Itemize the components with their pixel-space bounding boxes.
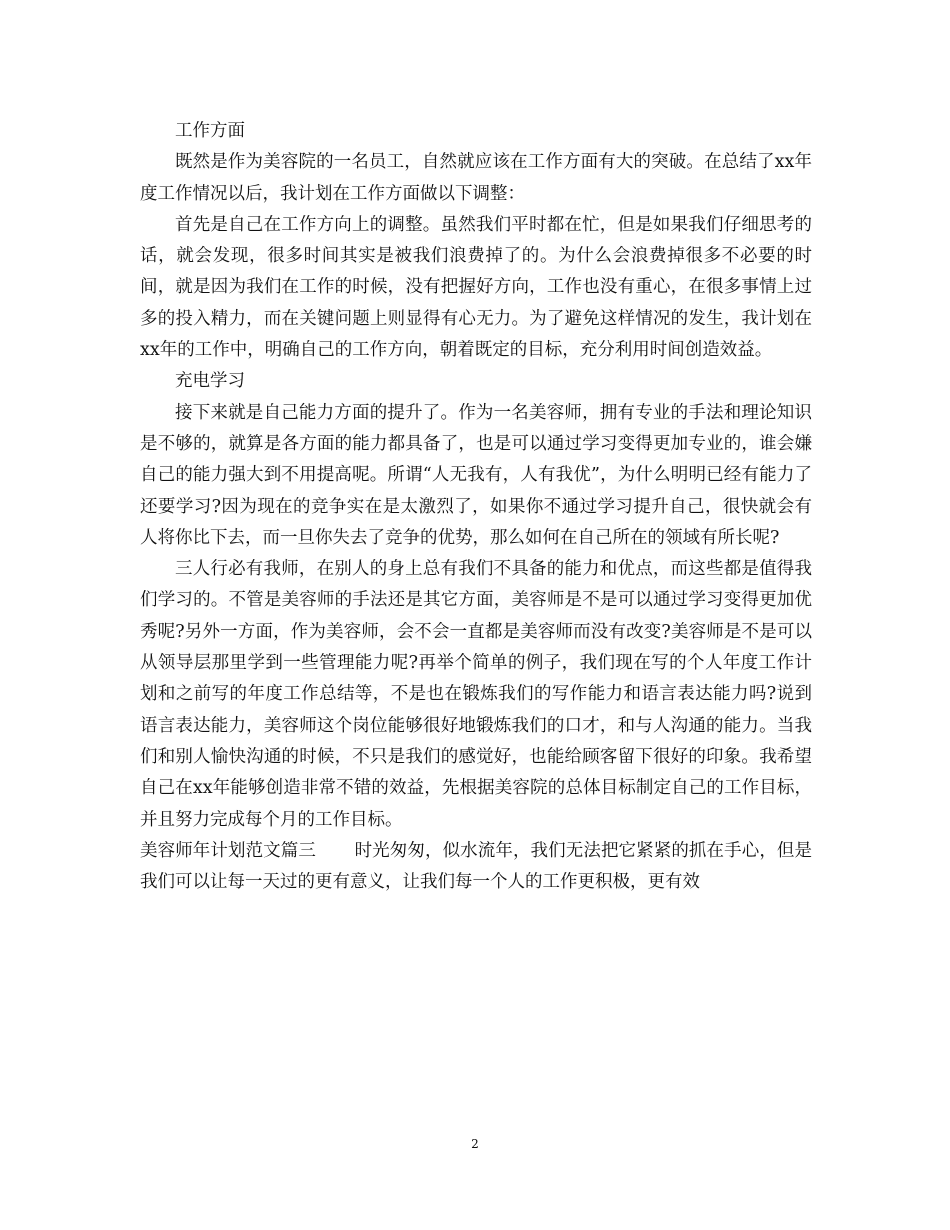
section-heading-work: 工作方面	[175, 121, 245, 141]
paragraph-work-direction: 首先是自己在工作方向上的调整。虽然我们平时都在忙，但是如果我们仔细思考的话，就会发现，很多时间其实是被我们浪费掉了的。为什么会浪费掉很多不必要的时间，就是因为我们在工作的时候，没有把握好方向，工作也没有重心，在很多事情上过多的投入精力，而在关键问题上则显得有心无力。为了避免这样情况的发生，我计划在xx年的工作中，明确自己的工作方向，朝着既定的目标，充分利用时间创造效益。	[140, 214, 812, 361]
page-number: 2	[471, 1137, 479, 1151]
paragraph-work-intro: 既然是作为美容院的一名员工，自然就应该在工作方面有大的突破。在总结了xx年度工作情况以后，我计划在工作方面做以下调整：	[140, 152, 812, 204]
section-heading-study: 充电学习	[175, 371, 245, 392]
paragraph-study-ability: 接下来就是自己能力方面的提升了。作为一名美容师，拥有专业的手法和理论知识是不够的，就算是各方面的能力都具备了，也是可以通过学习变得更加专业的，谁会嫌自己的能力强大到不用提高呢。所谓“人无我有，人有我优”，为什么明明已经有能力了还要学习?因为现在的竞争实在是太激烈了，如果你不通过学习提升自己，很快就会有人将你比下去，而一旦你失去了竞争的优势，那么如何在自己所在的领域有所长呢?	[140, 402, 812, 548]
paragraph-study-learning: 三人行必有我师，在别人的身上总有我们不具备的能力和优点，而这些都是值得我们学习的。不管是美容师的手法还是其它方面，美容师是不是可以通过学习变得更加优秀呢?另外一方面，作为美容师，会不会一直都是美容师而没有改变?美容师是不是可以从领导层那里学到一些管理能力呢?再举个简单的例子，我们现在写的个人年度工作计划和之前写的年度工作总结等，不是也在锻炼我们的写作能力和语言表达能力吗?说到语言表达能力，美容师这个岗位能够很好地锻炼我们的口才，和与人沟通的能力。当我们和别人愉快沟通的时候，不只是我们的感觉好，也能给顾客留下很好的印象。我希望自己在xx年能够创造非常不错的效益，先根据美容院的总体目标制定自己的工作目标，并且努力完成每个月的工作目标。	[140, 559, 812, 830]
section-three-body: 时光匆匆，似水流年，我们无法把它紧紧的抓在手心，但是我们可以让每一天过的更有意义，让我们每一个人的工作更积极，更有效	[140, 840, 813, 893]
document-body	[140, 116, 812, 898]
paragraph-section-three	[140, 836, 812, 899]
section-three-title: 美容师年计划范文篇三	[140, 840, 316, 861]
